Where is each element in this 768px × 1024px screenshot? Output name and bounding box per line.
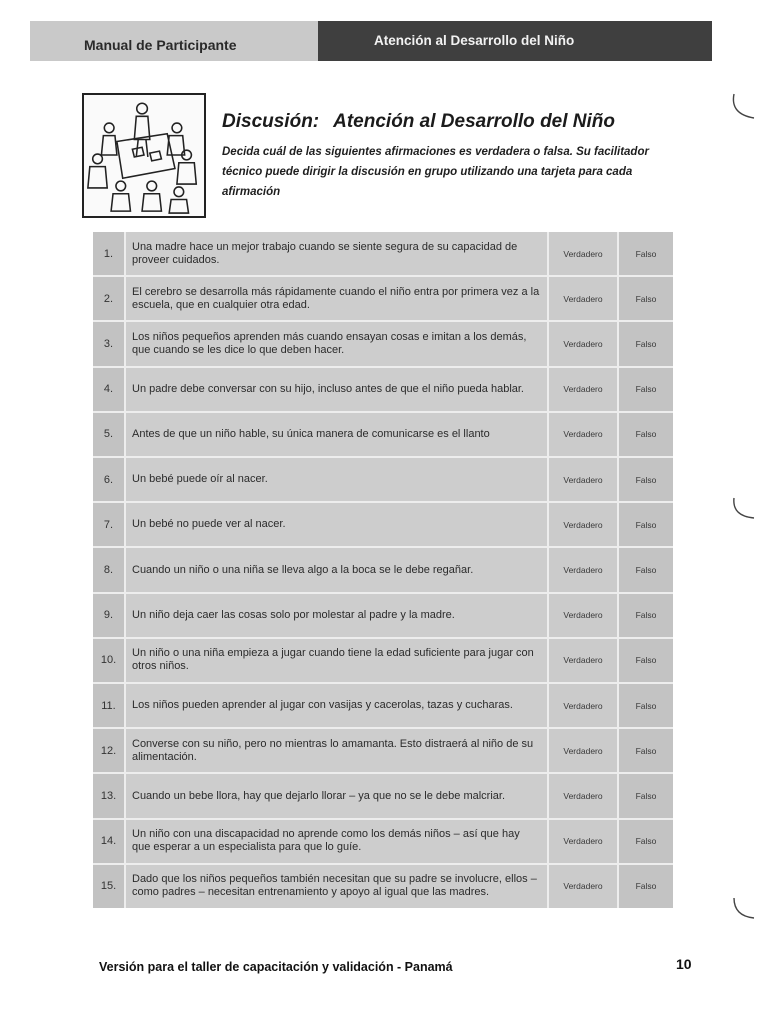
header-topic-section [318,21,712,61]
statement-text: Cuando un niño o una niña se lleva algo a la boca se le debe regañar. [126,548,549,591]
false-option[interactable]: Falso [619,277,673,320]
true-option[interactable]: Verdadero [549,413,619,456]
false-option[interactable]: Falso [619,322,673,365]
statement-text: Antes de que un niño hable, su única manera de comunicarse es el llanto [126,413,549,456]
footer-version-text: Versión para el taller de capacitación y validación - Panamá [99,960,453,974]
statement-row [93,639,673,684]
discussion-title [222,111,615,133]
statement-number: 14. [93,820,126,863]
false-option[interactable]: Falso [619,865,673,908]
statement-text: Un bebé puede oír al nacer. [126,458,549,501]
group-discussion-illustration [82,93,206,218]
header-manual-title: Manual de Participante [84,37,237,53]
false-option[interactable]: Falso [619,413,673,456]
statements-table [93,232,673,908]
statement-number: 13. [93,774,126,817]
false-option[interactable]: Falso [619,458,673,501]
false-option[interactable]: Falso [619,368,673,411]
statement-text: Dado que los niños pequeños también necesitan que su padre se involucre, ellos – como padres – necesitan entrenamiento y apoyo al igual que las madres. [126,865,549,908]
statement-text: El cerebro se desarrolla más rápidamente cuando el niño entra por primera vez a la escuela, que en cualquier otra edad. [126,277,549,320]
true-option[interactable]: Verdadero [549,684,619,727]
statement-number: 2. [93,277,126,320]
statement-text: Un padre debe conversar con su hijo, incluso antes de que el niño pueda hablar. [126,368,549,411]
statement-number: 8. [93,548,126,591]
true-option[interactable]: Verdadero [549,322,619,365]
true-option[interactable]: Verdadero [549,232,619,275]
false-option[interactable]: Falso [619,820,673,863]
group-discussion-icon [84,95,204,216]
binder-ring-mark [722,496,760,526]
statement-row [93,322,673,367]
true-option[interactable]: Verdadero [549,594,619,637]
statement-text: Un niño o una niña empieza a jugar cuando tiene la edad suficiente para jugar con otros niños. [126,639,549,682]
true-option[interactable]: Verdadero [549,368,619,411]
statement-text: Converse con su niño, pero no mientras lo amamanta. Esto distraerá al niño de su alimentación. [126,729,549,772]
statement-row [93,729,673,774]
false-option[interactable]: Falso [619,503,673,546]
statement-text: Los niños pueden aprender al jugar con vasijas y cacerolas, tazas y cucharas. [126,684,549,727]
statement-number: 6. [93,458,126,501]
false-option[interactable]: Falso [619,729,673,772]
true-option[interactable]: Verdadero [549,548,619,591]
statement-row [93,684,673,729]
statement-row [93,277,673,322]
statement-text: Una madre hace un mejor trabajo cuando se siente segura de su capacidad de proveer cuidados. [126,232,549,275]
statement-row [93,413,673,458]
statement-row [93,368,673,413]
statement-number: 11. [93,684,126,727]
statement-row [93,774,673,819]
true-option[interactable]: Verdadero [549,639,619,682]
statement-number: 15. [93,865,126,908]
binder-ring-mark [724,896,760,926]
false-option[interactable]: Falso [619,639,673,682]
statement-number: 7. [93,503,126,546]
false-option[interactable]: Falso [619,548,673,591]
true-option[interactable]: Verdadero [549,729,619,772]
true-option[interactable]: Verdadero [549,820,619,863]
true-option[interactable]: Verdadero [549,458,619,501]
true-option[interactable]: Verdadero [549,503,619,546]
statement-text: Un niño con una discapacidad no aprende como los demás niños – así que hay que esperar a un especialista para que lo guíe. [126,820,549,863]
false-option[interactable]: Falso [619,774,673,817]
header-manual-section [30,21,318,61]
statement-number: 1. [93,232,126,275]
statement-number: 9. [93,594,126,637]
binder-ring-mark [720,92,760,126]
statement-number: 5. [93,413,126,456]
statement-number: 10. [93,639,126,682]
true-option[interactable]: Verdadero [549,865,619,908]
true-option[interactable]: Verdadero [549,277,619,320]
false-option[interactable]: Falso [619,684,673,727]
true-option[interactable]: Verdadero [549,774,619,817]
statement-row [93,820,673,865]
statement-row [93,503,673,548]
statement-text: Un bebé no puede ver al nacer. [126,503,549,546]
discussion-instructions: Decida cuál de las siguientes afirmaciones es verdadera o falsa. Su facilitador técnico puede dirigir la discusión en grupo utilizando una tarjeta para cada afirmación [222,146,649,198]
statement-text: Cuando un bebe llora, hay que dejarlo llorar – ya que no se le debe malcriar. [126,774,549,817]
false-option[interactable]: Falso [619,594,673,637]
statement-text: Los niños pequeños aprenden más cuando ensayan cosas e imitan a los demás, que cuando se les dice lo que deben hacer. [126,322,549,365]
false-option[interactable]: Falso [619,232,673,275]
statement-row [93,458,673,503]
statement-text: Un niño deja caer las cosas solo por molestar al padre y la madre. [126,594,549,637]
page-number: 10 [676,956,692,972]
statement-number: 4. [93,368,126,411]
statement-row [93,594,673,639]
discussion-topic: Atención al Desarrollo del Niño [333,111,616,132]
statement-row [93,865,673,908]
discussion-label: Discusión: [222,111,320,132]
statement-row [93,548,673,593]
header-topic-title: Atención al Desarrollo del Niño [374,32,575,48]
statement-number: 12. [93,729,126,772]
header-band [30,21,712,61]
statement-row [93,232,673,277]
statement-number: 3. [93,322,126,365]
